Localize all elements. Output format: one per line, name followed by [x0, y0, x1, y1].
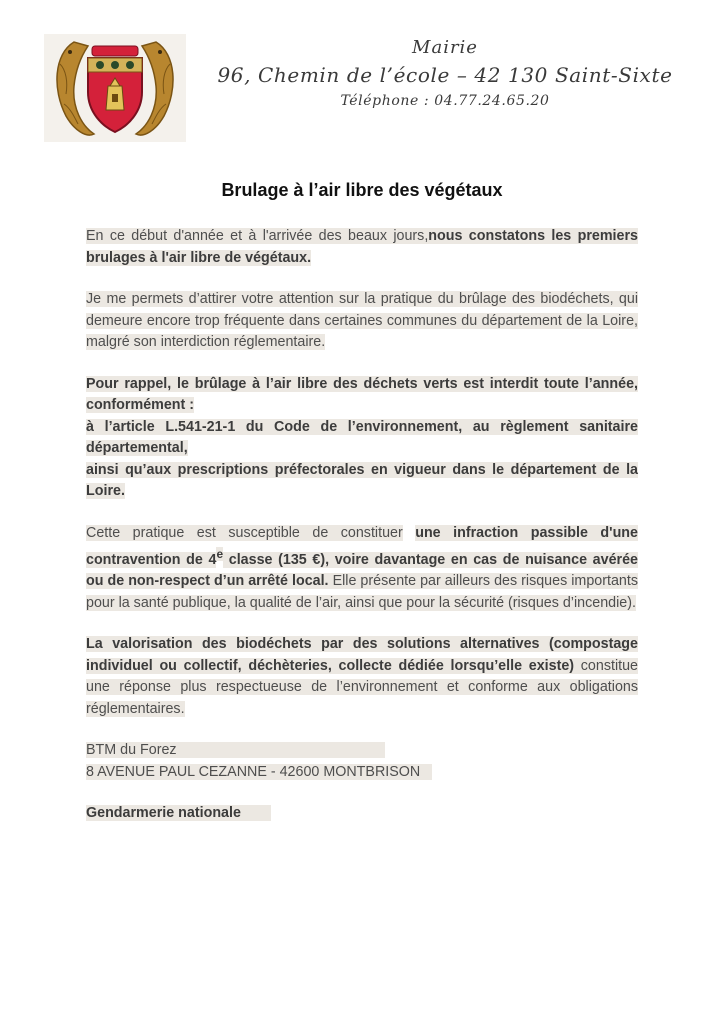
document-body: [86, 226, 638, 845]
paragraph-attention: [86, 289, 638, 354]
document-title: Brulage à l’air libre des végétaux: [221, 180, 503, 200]
letterhead: [200, 36, 690, 112]
footer-gendarmerie: Gendarmerie nationale: [86, 805, 271, 821]
valorisation-bold: La valorisation des biodéchets par des solutions alternatives (compostage individuel ou collectif, déchèteries, collecte dédiée lorsqu’elle existe): [86, 636, 638, 674]
infraction-sup: e: [216, 547, 224, 561]
paragraph-valorisation: [86, 634, 638, 720]
valorisation-text: constitue une réponse plus respectueuse de l’environnement et conforme aux obligations réglementaires.: [86, 657, 638, 717]
rappel-line-1: Pour rappel, le brûlage à l’air libre des déchets verts est interdit toute l’année, conformément :: [86, 375, 638, 413]
letterhead-mairie: Mairie: [412, 37, 478, 58]
attention-text: Je me permets d’attirer votre attention sur la pratique du brûlage des biodéchets, qui demeure encore trop fréquente dans certaines communes du département de la Loire, malgré son interdiction réglementaire.: [86, 291, 638, 350]
letterhead-phone: Téléphone : 04.77.24.65.20: [340, 93, 550, 109]
rappel-line-2: à l’article L.541-21-1 du Code de l’environnement, au règlement sanitaire départemental,: [86, 418, 638, 456]
contact-block: [86, 740, 638, 783]
rappel-line-3: ainsi qu’aux prescriptions préfectorales en vigueur dans le département de la Loire.: [86, 461, 638, 499]
footer-block: [86, 803, 638, 825]
coat-of-arms-logo-icon: [44, 34, 186, 142]
infraction-text-1: Cette pratique est susceptible de constituer: [86, 524, 403, 541]
infraction-text-2: Elle présente par ailleurs des risques importants pour la santé publique, la qualité de l’air, ainsi que pour la sécurité (risques d’incendie).: [86, 573, 638, 611]
infraction-bold-b: classe (135 €), voire davantage en cas de nuisance avérée ou de non-respect d’un arrêté local.: [86, 551, 639, 590]
paragraph-infraction: [86, 523, 638, 615]
contact-org: BTM du Forez: [86, 742, 385, 758]
contact-address: 8 AVENUE PAUL CEZANNE - 42600 MONTBRISON: [86, 764, 432, 780]
intro-bold-text: nous constatons les premiers brulages à l'air libre de végétaux.: [86, 228, 638, 266]
paragraph-intro: [86, 226, 638, 269]
infraction-bold-a: une infraction passible d'une contravention de 4: [86, 524, 638, 568]
letterhead-address: 96, Chemin de l’école – 42 130 Saint-Sixte: [217, 63, 673, 87]
paragraph-rappel: [86, 374, 638, 503]
intro-text: En ce début d'année et à l'arrivée des beaux jours,: [86, 228, 429, 244]
